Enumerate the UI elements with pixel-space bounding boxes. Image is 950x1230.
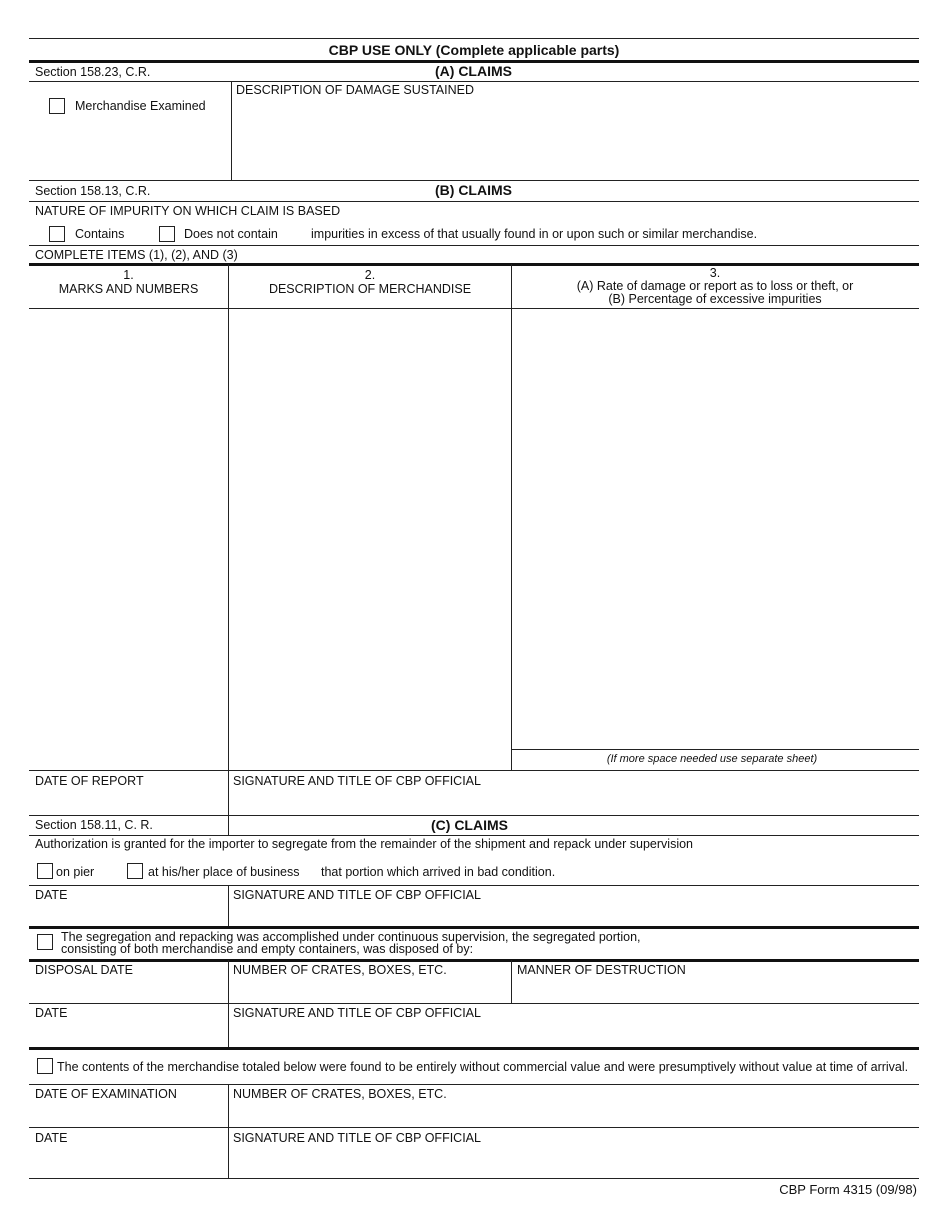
contains-checkbox[interactable] xyxy=(49,226,65,242)
no-value-bottom-rule xyxy=(29,1084,919,1085)
disposal-divider-1 xyxy=(228,960,229,1003)
signature-title-label-c1: SIGNATURE AND TITLE OF CBP OFFICIAL xyxy=(233,888,481,902)
bottom-rule xyxy=(29,1178,919,1179)
items-columns-rule xyxy=(29,308,919,309)
signature-title-label-c3: SIGNATURE AND TITLE OF CBP OFFICIAL xyxy=(233,1131,481,1145)
report-rule xyxy=(29,770,919,771)
col1-number: 1. xyxy=(123,268,134,282)
damage-description-label: DESCRIPTION OF DAMAGE SUSTAINED xyxy=(236,83,474,97)
section-a-heading: (A) CLAIMS xyxy=(435,63,512,79)
disposal-top-rule xyxy=(29,959,919,962)
date-field-c2[interactable] xyxy=(30,1022,226,1044)
section-b-rule xyxy=(29,201,919,202)
section-c-rule xyxy=(29,835,919,836)
auth-sig-divider xyxy=(228,885,229,926)
contains-label: Contains xyxy=(75,227,125,241)
merchandise-examined-label: Merchandise Examined xyxy=(75,99,206,113)
section-c-ref: Section 158.11, C. R. xyxy=(35,818,153,832)
does-not-contain-checkbox[interactable] xyxy=(159,226,175,242)
col2-header: DESCRIPTION OF MERCHANDISE xyxy=(268,282,472,296)
exam-rule xyxy=(29,1127,919,1128)
form-number: CBP Form 4315 (09/98) xyxy=(779,1182,917,1197)
crates-label-1: NUMBER OF CRATES, BOXES, ETC. xyxy=(233,963,447,977)
merchandise-examined-checkbox[interactable] xyxy=(49,98,65,114)
crates-field-1[interactable] xyxy=(230,978,509,1000)
disposal-date-label: DISPOSAL DATE xyxy=(35,963,133,977)
form-title: CBP USE ONLY (Complete applicable parts) xyxy=(328,42,620,58)
items-divider-2 xyxy=(511,264,512,770)
segregation-text-line1: The segregation and repacking was accomplished under continuous supervision, the segregated portion, xyxy=(61,930,641,944)
signature-field-b[interactable] xyxy=(230,790,916,812)
on-pier-label: on pier xyxy=(56,865,95,879)
signature-field-c2[interactable] xyxy=(230,1022,916,1044)
date2-divider xyxy=(228,1003,229,1047)
signature-title-label-c2: SIGNATURE AND TITLE OF CBP OFFICIAL xyxy=(233,1006,481,1020)
signature-title-label-b: SIGNATURE AND TITLE OF CBP OFFICIAL xyxy=(233,774,481,788)
disposal-divider-2 xyxy=(511,960,512,1003)
col2-number: 2. xyxy=(364,268,376,282)
disposal-date-field[interactable] xyxy=(30,978,226,1000)
crates-field-2[interactable] xyxy=(230,1102,916,1124)
does-not-contain-label: Does not contain xyxy=(184,227,278,241)
date-label-c3: DATE xyxy=(35,1131,68,1145)
segregation-checkbox[interactable] xyxy=(37,934,53,950)
section-a-ref: Section 158.23, C.R. xyxy=(35,65,151,79)
manner-of-destruction-field[interactable] xyxy=(513,978,916,1000)
authorization-rule xyxy=(29,885,919,886)
section-c-heading: (C) CLAIMS xyxy=(431,817,508,833)
segregation-top-rule xyxy=(29,926,919,929)
bad-condition-text: that portion which arrived in bad condition. xyxy=(321,865,556,879)
signature-field-c1[interactable] xyxy=(230,903,916,924)
col3-header-line1: (A) Rate of damage or report as to loss or theft, or xyxy=(576,279,854,293)
disposal-bottom-rule xyxy=(29,1003,919,1004)
col3-header-line2: (B) Percentage of excessive impurities xyxy=(608,292,822,306)
no-value-text: The contents of the merchandise totaled below were found to be entirely without commercial value and were presumptively without value at time of arrival. xyxy=(57,1060,909,1074)
col1-header: MARKS AND NUMBERS xyxy=(58,282,199,296)
date-of-report-label: DATE OF REPORT xyxy=(35,774,144,788)
date-label-c2: DATE xyxy=(35,1006,68,1020)
section-a-bottom-rule xyxy=(29,180,919,181)
date-of-report-field[interactable] xyxy=(30,790,226,812)
date-field-c1[interactable] xyxy=(30,903,226,924)
rate-of-damage-field[interactable] xyxy=(513,310,917,748)
no-value-checkbox[interactable] xyxy=(37,1058,53,1074)
manner-of-destruction-label: MANNER OF DESTRUCTION xyxy=(517,963,686,977)
section-b-heading: (B) CLAIMS xyxy=(435,182,512,198)
marks-and-numbers-field[interactable] xyxy=(30,310,226,768)
place-of-business-label: at his/her place of business xyxy=(148,865,300,879)
section-c-ref-divider xyxy=(228,815,229,835)
top-rule xyxy=(29,38,919,39)
complete-items-label: COMPLETE ITEMS (1), (2), AND (3) xyxy=(35,248,238,262)
more-space-note: (If more space needed use separate sheet) xyxy=(606,753,818,765)
authorization-text: Authorization is granted for the importer to segregate from the remainder of the shipment and repack under supervision xyxy=(35,837,693,851)
date-label-c1: DATE xyxy=(35,888,68,902)
signature-field-c3[interactable] xyxy=(230,1147,916,1175)
on-pier-checkbox[interactable] xyxy=(37,863,53,879)
note-rule xyxy=(512,749,919,750)
section-a-divider xyxy=(231,81,232,180)
no-value-top-rule xyxy=(29,1047,919,1050)
nature-of-impurity-label: NATURE OF IMPURITY ON WHICH CLAIM IS BASED xyxy=(35,204,341,218)
items-divider-1 xyxy=(228,264,229,815)
section-b-bottom-rule xyxy=(29,815,919,816)
segregation-text-line2: consisting of both merchandise and empty containers, was disposed of by: xyxy=(61,942,474,956)
place-of-business-checkbox[interactable] xyxy=(127,863,143,879)
crates-label-2: NUMBER OF CRATES, BOXES, ETC. xyxy=(233,1087,447,1101)
section-b-ref: Section 158.13, C.R. xyxy=(35,184,151,198)
exam-divider xyxy=(228,1084,229,1179)
description-of-merchandise-field[interactable] xyxy=(230,310,509,768)
damage-description-field[interactable] xyxy=(236,98,916,176)
date-of-examination-label: DATE OF EXAMINATION xyxy=(35,1087,177,1101)
date-of-examination-field[interactable] xyxy=(30,1102,226,1124)
date-field-c3[interactable] xyxy=(30,1147,226,1175)
col3-number: 3. xyxy=(709,266,721,280)
section-a-rule xyxy=(29,81,919,82)
impurities-text: impurities in excess of that usually found in or upon such or similar merchandise. xyxy=(311,227,758,241)
impurity-rule xyxy=(29,245,919,246)
